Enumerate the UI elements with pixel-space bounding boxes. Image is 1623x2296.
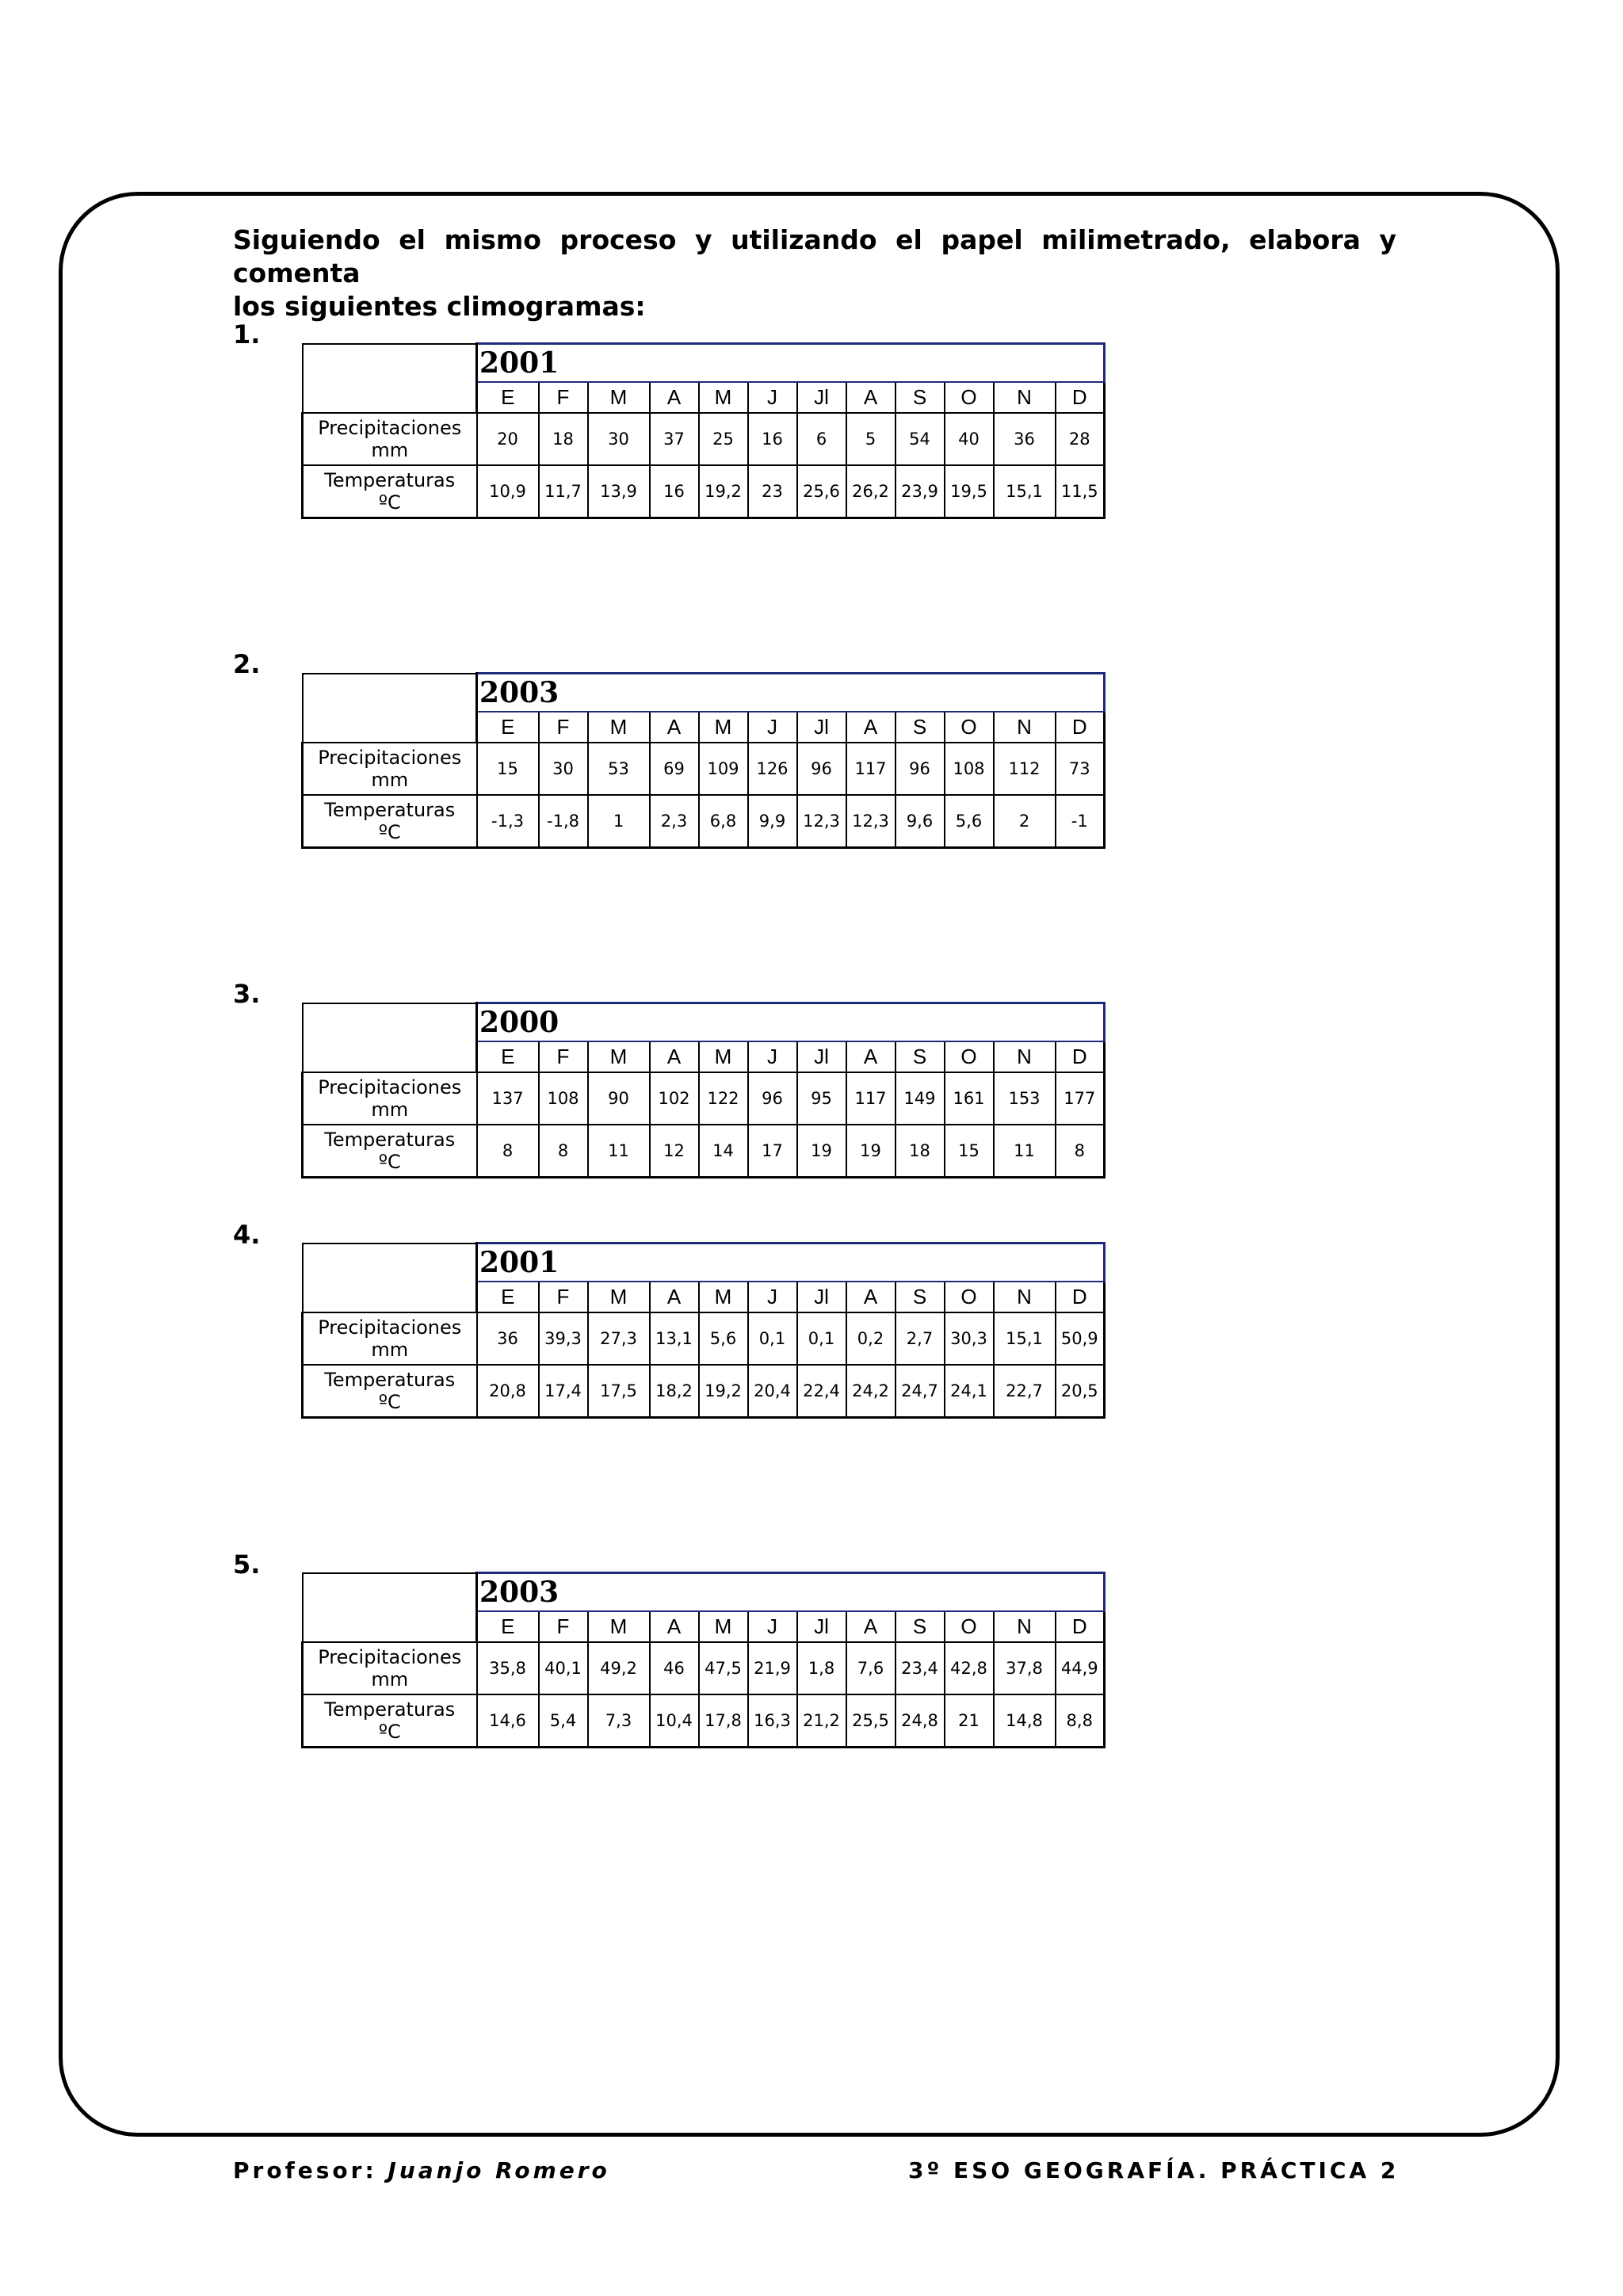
table-year: 2001 — [477, 344, 1105, 383]
precipitation-value-cell: 161 — [945, 1072, 994, 1125]
instructions-line-1: Siguiendo el mismo proceso y utilizando el papel milimetrado, elabora y comenta — [233, 224, 1396, 288]
precipitation-value-cell: 36 — [994, 413, 1056, 465]
precipitation-value-cell: 21,9 — [748, 1642, 797, 1694]
precipitation-value-cell: 39,3 — [539, 1312, 588, 1365]
temperature-value-cell: -1,8 — [539, 795, 588, 848]
climate-table — [301, 1002, 1106, 1179]
climate-table — [301, 342, 1106, 519]
temperature-value-cell: 10,4 — [650, 1694, 699, 1748]
exercise-number: 1. — [233, 319, 261, 350]
precipitation-value-cell: 117 — [846, 1072, 896, 1125]
month-header-cell: O — [945, 1282, 994, 1312]
precipitation-value-cell: 6 — [797, 413, 846, 465]
precipitation-value-cell: 96 — [797, 743, 846, 795]
month-header-cell: M — [588, 712, 650, 743]
temperature-value-cell: 17,5 — [588, 1365, 650, 1418]
precipitation-value-cell: 102 — [650, 1072, 699, 1125]
temperature-value-cell: 18 — [896, 1125, 945, 1178]
table-year: 2001 — [477, 1244, 1105, 1282]
temperature-value-cell: 24,1 — [945, 1365, 994, 1418]
month-header-cell: A — [846, 382, 896, 413]
temperature-value-cell: 19 — [846, 1125, 896, 1178]
precipitation-value-cell: 40,1 — [539, 1642, 588, 1694]
temperature-unit-text: ºC — [378, 821, 401, 843]
precipitation-value-cell: 36 — [477, 1312, 539, 1365]
month-header-cell: J — [748, 382, 797, 413]
precipitation-value-cell: 35,8 — [477, 1642, 539, 1694]
month-header-cell: M — [588, 1041, 650, 1072]
month-header-cell: Jl — [797, 1611, 846, 1642]
month-header-cell: A — [846, 712, 896, 743]
precipitation-value-cell: 5 — [846, 413, 896, 465]
precipitation-value-cell: 0,1 — [797, 1312, 846, 1365]
precipitation-value-cell: 30 — [588, 413, 650, 465]
precipitation-value-cell: 137 — [477, 1072, 539, 1125]
precipitation-value-cell: 15,1 — [994, 1312, 1056, 1365]
precipitation-value-cell: 69 — [650, 743, 699, 795]
table-corner-cell — [303, 1573, 477, 1643]
precipitation-unit-text: mm — [371, 1339, 409, 1361]
climate-table — [301, 1242, 1106, 1419]
temperature-value-cell: 1 — [588, 795, 650, 848]
precipitation-value-cell: 149 — [896, 1072, 945, 1125]
temperature-value-cell: 12,3 — [846, 795, 896, 848]
month-header-cell: M — [588, 1611, 650, 1642]
exercise-number: 4. — [233, 1220, 261, 1250]
month-header-cell: O — [945, 382, 994, 413]
precipitation-value-cell: 90 — [588, 1072, 650, 1125]
temperature-value-cell: 8,8 — [1056, 1694, 1105, 1748]
temperature-value-cell: 18,2 — [650, 1365, 699, 1418]
precipitation-value-cell: 126 — [748, 743, 797, 795]
temperature-value-cell: 23,9 — [896, 465, 945, 518]
temperature-value-cell: 17,4 — [539, 1365, 588, 1418]
temperature-value-cell: 17,8 — [699, 1694, 748, 1748]
temperature-row-label — [303, 465, 477, 518]
temperature-row-label — [303, 1365, 477, 1418]
month-header-cell: Jl — [797, 712, 846, 743]
month-header-cell: F — [539, 712, 588, 743]
temperature-value-cell: 21,2 — [797, 1694, 846, 1748]
temperature-value-cell: 22,4 — [797, 1365, 846, 1418]
temperature-unit-text: ºC — [378, 491, 401, 514]
month-header-cell: E — [477, 712, 539, 743]
precipitation-value-cell: 28 — [1056, 413, 1105, 465]
month-header-cell: A — [846, 1282, 896, 1312]
temperature-value-cell: 14,8 — [994, 1694, 1056, 1748]
precipitation-value-cell: 15 — [477, 743, 539, 795]
month-header-cell: A — [650, 1611, 699, 1642]
month-header-cell: F — [539, 1611, 588, 1642]
exercise-number: 2. — [233, 649, 261, 679]
temperature-value-cell: 11,7 — [539, 465, 588, 518]
temperature-value-cell: 12,3 — [797, 795, 846, 848]
month-header-cell: F — [539, 382, 588, 413]
precipitation-value-cell: 37,8 — [994, 1642, 1056, 1694]
precipitation-value-cell: 30 — [539, 743, 588, 795]
precipitation-row-label — [303, 1312, 477, 1365]
month-header-cell: J — [748, 1282, 797, 1312]
month-header-cell: M — [699, 382, 748, 413]
precipitation-value-cell: 108 — [945, 743, 994, 795]
precipitation-value-cell: 47,5 — [699, 1642, 748, 1694]
temperature-value-cell: 20,5 — [1056, 1365, 1105, 1418]
temperature-value-cell: 15 — [945, 1125, 994, 1178]
precipitation-label-text: Precipitaciones — [318, 1646, 462, 1668]
month-header-cell: A — [650, 382, 699, 413]
month-header-cell: O — [945, 712, 994, 743]
precipitation-value-cell: 42,8 — [945, 1642, 994, 1694]
temperature-value-cell: 17 — [748, 1125, 797, 1178]
precipitation-value-cell: 108 — [539, 1072, 588, 1125]
month-header-cell: Jl — [797, 1282, 846, 1312]
temperature-label-text: Temperaturas — [324, 1698, 456, 1721]
exercise-number: 3. — [233, 979, 261, 1009]
precipitation-value-cell: 0,2 — [846, 1312, 896, 1365]
month-header-cell: M — [699, 1611, 748, 1642]
precipitation-unit-text: mm — [371, 1098, 409, 1121]
month-header-cell: N — [994, 382, 1056, 413]
month-header-cell: S — [896, 1611, 945, 1642]
temperature-row-label — [303, 795, 477, 848]
month-header-cell: N — [994, 1282, 1056, 1312]
precipitation-value-cell: 177 — [1056, 1072, 1105, 1125]
temperature-value-cell: 19,2 — [699, 1365, 748, 1418]
precipitation-value-cell: 25 — [699, 413, 748, 465]
temperature-row-label — [303, 1694, 477, 1748]
precipitation-label-text: Precipitaciones — [318, 417, 462, 439]
footer-teacher-label: Profesor: — [233, 2157, 377, 2183]
temperature-row-label — [303, 1125, 477, 1178]
month-header-cell: A — [650, 1041, 699, 1072]
temperature-value-cell: 7,3 — [588, 1694, 650, 1748]
precipitation-label-text: Precipitaciones — [318, 1316, 462, 1339]
precipitation-value-cell: 122 — [699, 1072, 748, 1125]
precipitation-value-cell: 13,1 — [650, 1312, 699, 1365]
temperature-value-cell: 2 — [994, 795, 1056, 848]
temperature-value-cell: 22,7 — [994, 1365, 1056, 1418]
exercise-number: 5. — [233, 1549, 261, 1580]
temperature-label-text: Temperaturas — [324, 469, 456, 491]
precipitation-value-cell: 50,9 — [1056, 1312, 1105, 1365]
temperature-value-cell: 21 — [945, 1694, 994, 1748]
climate-table — [301, 672, 1106, 849]
month-header-cell: M — [699, 712, 748, 743]
temperature-value-cell: 12 — [650, 1125, 699, 1178]
month-header-cell: A — [846, 1611, 896, 1642]
temperature-value-cell: 5,6 — [945, 795, 994, 848]
temperature-label-text: Temperaturas — [324, 799, 456, 821]
temperature-value-cell: 23 — [748, 465, 797, 518]
temperature-value-cell: 2,3 — [650, 795, 699, 848]
precipitation-value-cell: 1,8 — [797, 1642, 846, 1694]
temperature-value-cell: 8 — [1056, 1125, 1105, 1178]
month-header-cell: D — [1056, 1041, 1105, 1072]
month-header-cell: E — [477, 382, 539, 413]
temperature-value-cell: -1,3 — [477, 795, 539, 848]
temperature-value-cell: 24,8 — [896, 1694, 945, 1748]
month-header-cell: M — [699, 1282, 748, 1312]
temperature-value-cell: 25,5 — [846, 1694, 896, 1748]
month-header-cell: M — [588, 382, 650, 413]
temperature-value-cell: 24,2 — [846, 1365, 896, 1418]
month-header-cell: F — [539, 1041, 588, 1072]
month-header-cell: D — [1056, 712, 1105, 743]
temperature-value-cell: 19,2 — [699, 465, 748, 518]
month-header-cell: O — [945, 1611, 994, 1642]
footer-course: 3º ESO GEOGRAFÍA. PRÁCTICA 2 — [908, 2157, 1400, 2183]
table-corner-cell — [303, 1244, 477, 1313]
precipitation-value-cell: 117 — [846, 743, 896, 795]
precipitation-row-label — [303, 413, 477, 465]
temperature-value-cell: 16,3 — [748, 1694, 797, 1748]
table-corner-cell — [303, 674, 477, 743]
temperature-value-cell: 11,5 — [1056, 465, 1105, 518]
precipitation-value-cell: 49,2 — [588, 1642, 650, 1694]
precipitation-row-label — [303, 1642, 477, 1694]
temperature-value-cell: 14,6 — [477, 1694, 539, 1748]
precipitation-value-cell: 40 — [945, 413, 994, 465]
precipitation-label-text: Precipitaciones — [318, 1076, 462, 1098]
temperature-value-cell: 6,8 — [699, 795, 748, 848]
temperature-unit-text: ºC — [378, 1391, 401, 1413]
month-header-cell: E — [477, 1282, 539, 1312]
temperature-unit-text: ºC — [378, 1151, 401, 1173]
temperature-value-cell: 14 — [699, 1125, 748, 1178]
precipitation-value-cell: 2,7 — [896, 1312, 945, 1365]
temperature-value-cell: 19,5 — [945, 465, 994, 518]
precipitation-value-cell: 18 — [539, 413, 588, 465]
temperature-value-cell: 9,6 — [896, 795, 945, 848]
month-header-cell: M — [699, 1041, 748, 1072]
temperature-value-cell: 11 — [588, 1125, 650, 1178]
month-header-cell: Jl — [797, 1041, 846, 1072]
precipitation-value-cell: 46 — [650, 1642, 699, 1694]
temperature-value-cell: -1 — [1056, 795, 1105, 848]
precipitation-value-cell: 30,3 — [945, 1312, 994, 1365]
temperature-value-cell: 15,1 — [994, 465, 1056, 518]
month-header-cell: N — [994, 1611, 1056, 1642]
month-header-cell: F — [539, 1282, 588, 1312]
table-corner-cell — [303, 344, 477, 414]
precipitation-value-cell: 5,6 — [699, 1312, 748, 1365]
footer-teacher — [233, 2157, 610, 2183]
month-header-cell: A — [650, 712, 699, 743]
temperature-value-cell: 24,7 — [896, 1365, 945, 1418]
month-header-cell: N — [994, 712, 1056, 743]
month-header-cell: N — [994, 1041, 1056, 1072]
temperature-value-cell: 20,4 — [748, 1365, 797, 1418]
temperature-unit-text: ºC — [378, 1721, 401, 1743]
climate-table — [301, 1572, 1106, 1748]
temperature-value-cell: 10,9 — [477, 465, 539, 518]
month-header-cell: E — [477, 1611, 539, 1642]
temperature-value-cell: 19 — [797, 1125, 846, 1178]
precipitation-unit-text: mm — [371, 1668, 409, 1690]
month-header-cell: S — [896, 1282, 945, 1312]
precipitation-row-label — [303, 1072, 477, 1125]
precipitation-value-cell: 23,4 — [896, 1642, 945, 1694]
precipitation-value-cell: 0,1 — [748, 1312, 797, 1365]
temperature-value-cell: 8 — [539, 1125, 588, 1178]
footer-teacher-name: Juanjo Romero — [388, 2157, 610, 2183]
precipitation-value-cell: 96 — [896, 743, 945, 795]
month-header-cell: O — [945, 1041, 994, 1072]
month-header-cell: Jl — [797, 382, 846, 413]
table-year: 2003 — [477, 674, 1105, 712]
month-header-cell: D — [1056, 382, 1105, 413]
month-header-cell: A — [650, 1282, 699, 1312]
temperature-value-cell: 5,4 — [539, 1694, 588, 1748]
month-header-cell: J — [748, 1611, 797, 1642]
precipitation-value-cell: 44,9 — [1056, 1642, 1105, 1694]
table-corner-cell — [303, 1003, 477, 1073]
temperature-value-cell: 25,6 — [797, 465, 846, 518]
table-year: 2000 — [477, 1003, 1105, 1042]
month-header-cell: S — [896, 1041, 945, 1072]
month-header-cell: A — [846, 1041, 896, 1072]
precipitation-value-cell: 95 — [797, 1072, 846, 1125]
precipitation-value-cell: 16 — [748, 413, 797, 465]
precipitation-value-cell: 54 — [896, 413, 945, 465]
table-year: 2003 — [477, 1573, 1105, 1612]
precipitation-value-cell: 96 — [748, 1072, 797, 1125]
month-header-cell: D — [1056, 1282, 1105, 1312]
precipitation-value-cell: 27,3 — [588, 1312, 650, 1365]
instructions-text — [233, 223, 1396, 323]
temperature-value-cell: 26,2 — [846, 465, 896, 518]
precipitation-value-cell: 53 — [588, 743, 650, 795]
month-header-cell: J — [748, 1041, 797, 1072]
precipitation-unit-text: mm — [371, 769, 409, 791]
precipitation-value-cell: 37 — [650, 413, 699, 465]
precipitation-label-text: Precipitaciones — [318, 747, 462, 769]
temperature-label-text: Temperaturas — [324, 1369, 456, 1391]
precipitation-value-cell: 109 — [699, 743, 748, 795]
month-header-cell: E — [477, 1041, 539, 1072]
temperature-value-cell: 20,8 — [477, 1365, 539, 1418]
precipitation-row-label — [303, 743, 477, 795]
month-header-cell: J — [748, 712, 797, 743]
temperature-label-text: Temperaturas — [324, 1129, 456, 1151]
precipitation-value-cell: 112 — [994, 743, 1056, 795]
temperature-value-cell: 13,9 — [588, 465, 650, 518]
precipitation-value-cell: 7,6 — [846, 1642, 896, 1694]
precipitation-value-cell: 20 — [477, 413, 539, 465]
month-header-cell: D — [1056, 1611, 1105, 1642]
temperature-value-cell: 11 — [994, 1125, 1056, 1178]
temperature-value-cell: 16 — [650, 465, 699, 518]
instructions-line-2: los siguientes climogramas: — [233, 291, 646, 322]
temperature-value-cell: 8 — [477, 1125, 539, 1178]
month-header-cell: M — [588, 1282, 650, 1312]
temperature-value-cell: 9,9 — [748, 795, 797, 848]
precipitation-unit-text: mm — [371, 439, 409, 461]
month-header-cell: S — [896, 712, 945, 743]
month-header-cell: S — [896, 382, 945, 413]
precipitation-value-cell: 153 — [994, 1072, 1056, 1125]
precipitation-value-cell: 73 — [1056, 743, 1105, 795]
